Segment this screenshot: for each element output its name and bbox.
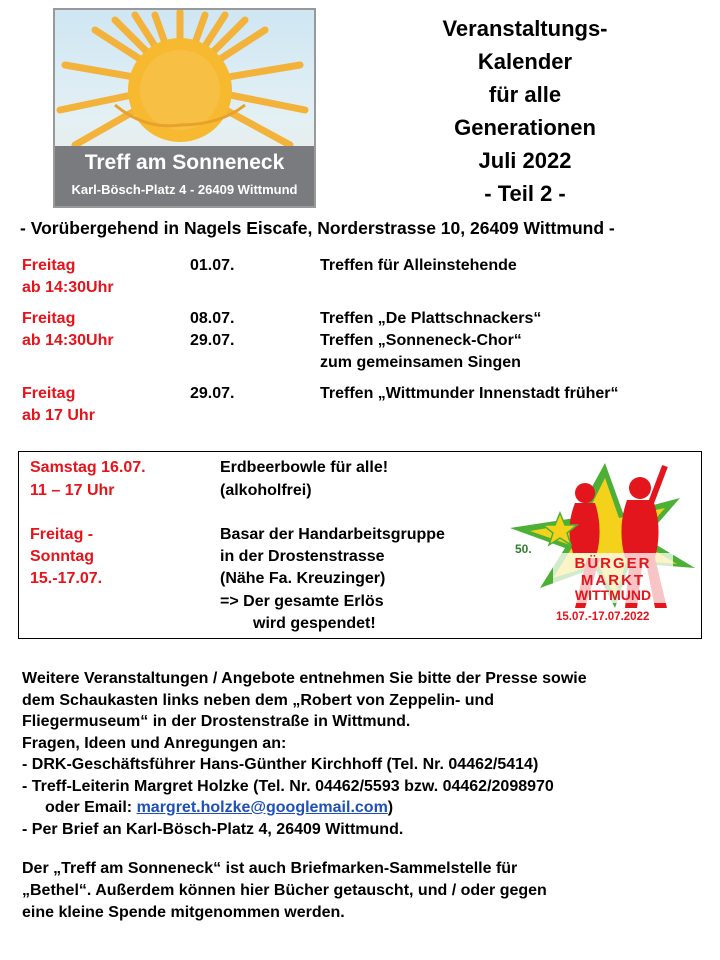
logo-title: Treff am Sonneneck: [84, 151, 285, 174]
badge-line2: MARKT: [580, 572, 646, 589]
email-suffix: ): [387, 799, 394, 816]
footer-line: - Per Brief an Karl-Bösch-Platz 4, 26409 Wittmund.: [22, 820, 404, 838]
box-event-dates: 15.-17.07.: [30, 570, 103, 587]
event-time: ab 17 Uhr: [22, 407, 95, 424]
box-event-desc: => Der gesamte Erlös: [220, 593, 384, 610]
event-desc: Treffen „Wittmunder Innenstadt früher“: [320, 385, 619, 402]
footer-line: Weitere Veranstaltungen / Angebote entnehmen Sie bitte der Presse sowie: [22, 670, 587, 687]
box-event-day: Samstag 16.07.: [30, 459, 146, 476]
box-event-day: Sonntag: [30, 548, 94, 565]
event-desc: Treffen „De Plattschnackers“: [320, 310, 542, 327]
footer-info: [22, 668, 712, 840]
box-event-desc: in der Drostenstrasse: [220, 548, 385, 565]
event-day: Freitag: [22, 385, 76, 402]
event-desc-cont: zum gemeinsamen Singen: [320, 354, 521, 371]
box-event-time: 11 – 17 Uhr: [30, 482, 115, 499]
event-day: Freitag: [22, 257, 76, 274]
box-event-desc: (alkoholfrei): [220, 482, 312, 499]
title-line: Juli 2022: [478, 148, 572, 173]
logo-address: Karl-Bösch-Platz 4 - 26409 Wittmund: [71, 182, 298, 197]
box-event-day: Freitag -: [30, 526, 94, 543]
event-date: 29.07.: [190, 332, 235, 349]
badge-number: 50.: [515, 542, 532, 556]
badge-line1: BÜRGER: [574, 555, 652, 572]
email-label: oder Email:: [45, 799, 137, 816]
event-desc: Treffen „Sonneneck-Chor“: [320, 332, 522, 349]
footer-line: Fliegermuseum“ in der Drostenstraße in Wittmund.: [22, 713, 411, 730]
footer-line: - Treff-Leiterin Margret Holzke (Tel. Nr. 04462/5593 bzw. 04462/2098970: [22, 777, 554, 795]
location-line: - Vorübergehend in Nagels Eiscafe, Norderstrasse 10, 26409 Wittmund -: [20, 218, 615, 238]
event-time: ab 14:30Uhr: [22, 279, 114, 296]
event-time: ab 14:30Uhr: [22, 332, 114, 349]
box-event-desc: Basar der Handarbeitsgruppe: [220, 526, 445, 543]
box-event-desc: (Nähe Fa. Kreuzinger): [220, 570, 386, 587]
event-date: 01.07.: [190, 257, 235, 274]
footer-note-line: eine kleine Spende mitgenommen werden.: [22, 904, 345, 921]
box-event-desc: Erdbeerbowle für alle!: [220, 459, 389, 476]
event-desc: Treffen für Alleinstehende: [320, 257, 517, 274]
footer-line: dem Schaukasten links neben dem „Robert von Zeppelin- und: [22, 691, 495, 709]
title-line: - Teil 2 -: [484, 181, 566, 206]
event-date: 29.07.: [190, 385, 235, 402]
buergermarkt-logo: [505, 458, 700, 613]
footer-note-line: „Bethel“. Außerdem können hier Bücher getauscht, und / oder gegen: [22, 882, 547, 899]
badge-line3: WITTMUND: [574, 587, 652, 603]
title-line: Kalender: [477, 49, 573, 74]
footer-line: Fragen, Ideen und Anregungen an:: [22, 734, 287, 752]
footer-line: [22, 797, 712, 819]
footer-note: [22, 858, 712, 924]
footer-note-line: Der „Treff am Sonneneck“ ist auch Briefmarken-Sammelstelle für: [22, 860, 518, 877]
logo: [53, 8, 316, 208]
title-line: für alle: [488, 82, 562, 107]
email-link[interactable]: margret.holzke@googlemail.com: [136, 799, 388, 816]
page-title: [400, 12, 650, 210]
title-line: Generationen: [454, 115, 596, 140]
title-line: Veranstaltungs-: [442, 16, 608, 41]
box-event-desc: wird gespendet!: [253, 615, 376, 632]
footer-line: - DRK-Geschäftsführer Hans-Günther Kirchhoff (Tel. Nr. 04462/5414): [22, 756, 539, 773]
event-day: Freitag: [22, 310, 76, 327]
badge-date: 15.07.-17.07.2022: [556, 611, 650, 623]
event-date: 08.07.: [190, 310, 235, 327]
